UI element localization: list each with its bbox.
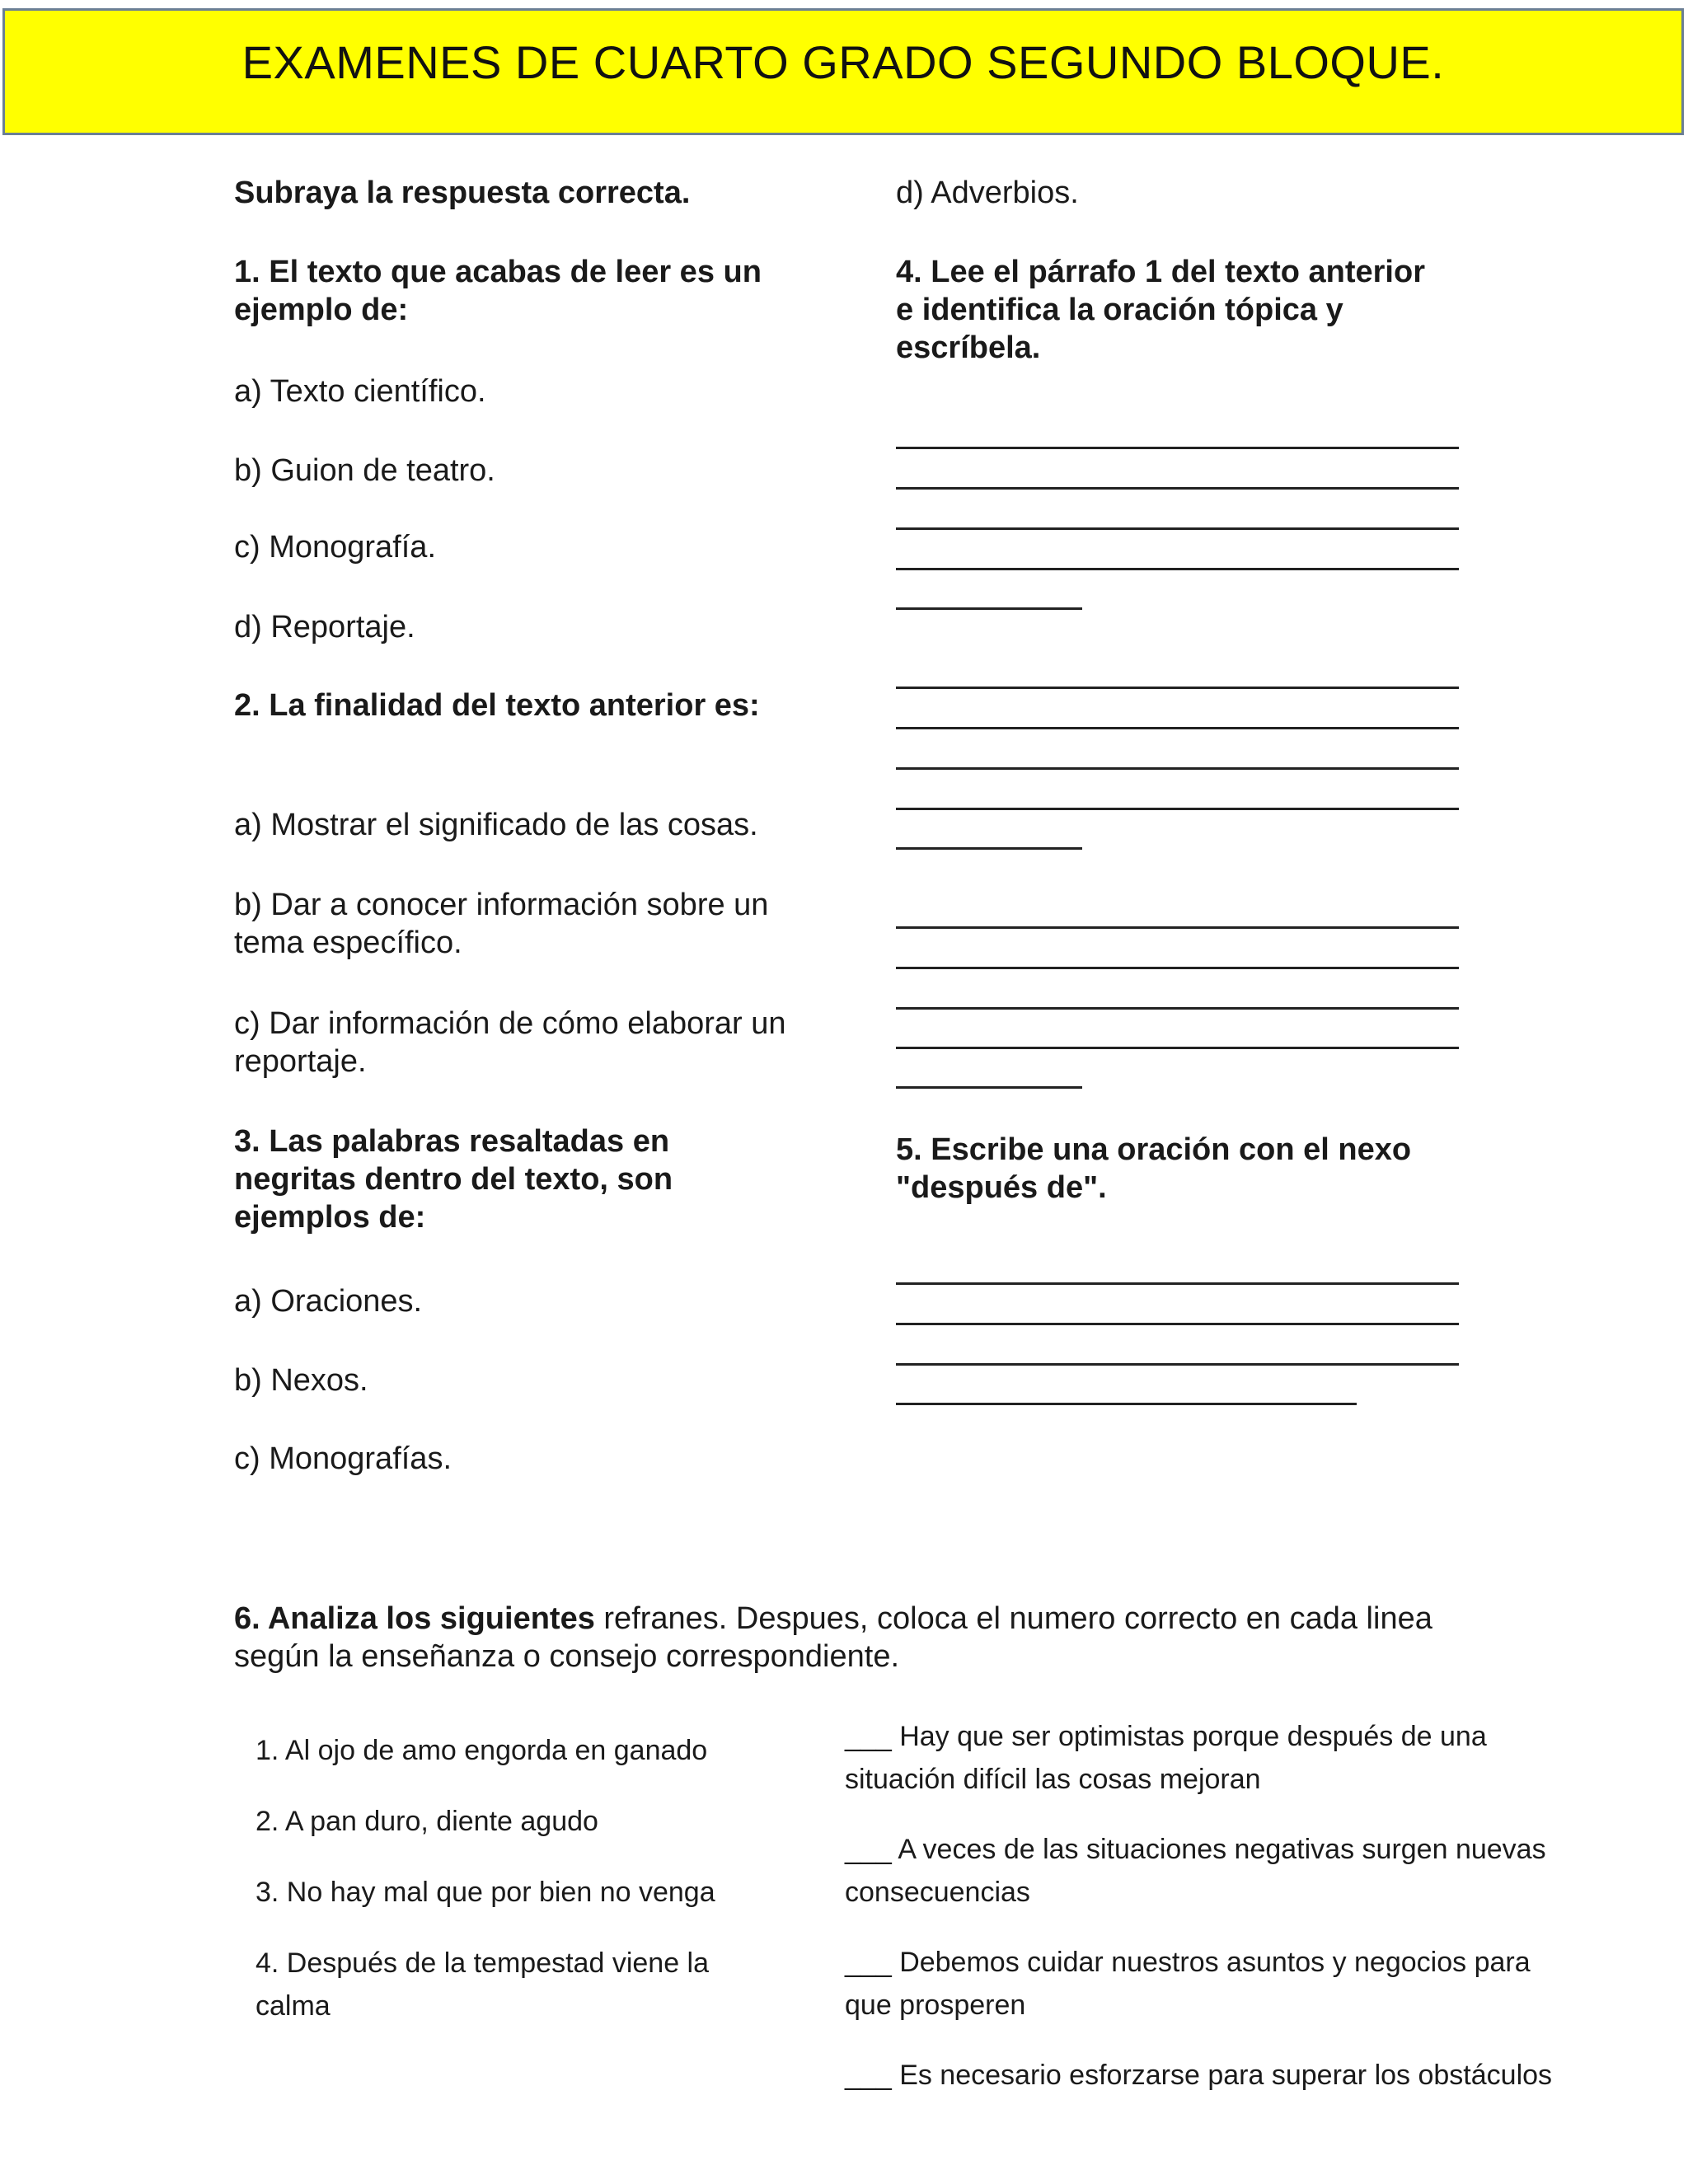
q2-option-b: b) Dar a conocer información sobre un tema específico.	[234, 888, 769, 960]
ensenanza-4	[845, 2054, 1587, 2097]
ensenanza-4-text: Es necesario esforzarse para superar los obstáculos	[899, 2060, 1553, 2091]
blank-line[interactable]: ___	[845, 1947, 892, 1978]
q6-title-bold: 6. Analiza los siguientes	[234, 1601, 595, 1636]
answer-line[interactable]	[896, 447, 1459, 449]
answer-line[interactable]	[896, 847, 1082, 850]
q2-option-a: a) Mostrar el significado de las cosas.	[234, 808, 758, 842]
question-5-title: 5. Escribe una oración con el nexo "después de".	[896, 1132, 1412, 1205]
q1-option-c: c) Monografía.	[234, 530, 436, 565]
question-2-title: 2. La finalidad del texto anterior es:	[234, 688, 760, 723]
answer-line[interactable]	[896, 926, 1459, 929]
question-3-title: 3. Las palabras resaltadas en negritas dentro del texto, son ejemplos de:	[234, 1124, 673, 1235]
answer-line[interactable]	[896, 967, 1459, 969]
answer-line[interactable]	[896, 1007, 1459, 1010]
blank-line[interactable]: ___	[845, 1834, 892, 1865]
q6-title-rest: refranes. Despues, coloca el numero correcto en cada linea según la enseñanza o consejo correspondiente.	[234, 1601, 1432, 1674]
blank-line[interactable]: ___	[845, 2060, 892, 2091]
question-1-title: 1. El texto que acabas de leer es un ejemplo de:	[234, 255, 762, 327]
answer-line[interactable]	[896, 1047, 1459, 1049]
q1-option-d: d) Reportaje.	[234, 610, 415, 644]
q1-option-a: a) Texto científico.	[234, 374, 486, 409]
answer-line[interactable]	[896, 607, 1082, 610]
ensenanza-2-text: A veces de las situaciones negativas surgen nuevas consecuencias	[845, 1834, 1546, 1908]
instruction: Subraya la respuesta correcta.	[234, 176, 691, 210]
answer-line[interactable]	[896, 727, 1459, 729]
answer-line[interactable]	[896, 1323, 1459, 1325]
ensenanza-1	[845, 1715, 1570, 1801]
answer-line[interactable]	[896, 767, 1459, 770]
q3-option-a: a) Oraciones.	[234, 1284, 423, 1319]
ensenanza-3-text: Debemos cuidar nuestros asuntos y negocios para que prosperen	[845, 1947, 1531, 2021]
q3-option-c: c) Monografías.	[234, 1441, 452, 1476]
answer-line[interactable]	[896, 487, 1459, 490]
answer-line[interactable]	[896, 1086, 1082, 1089]
refran-4: 4. Después de la tempestad viene la calma	[256, 1947, 710, 2022]
answer-line[interactable]	[896, 1363, 1459, 1366]
q3-option-d: d) Adverbios.	[896, 176, 1079, 210]
ensenanza-2	[845, 1828, 1570, 1914]
ensenanza-1-text: Hay que ser optimistas porque después de una situación difícil las cosas mejoran	[845, 1721, 1487, 1795]
q2-option-c: c) Dar información de cómo elaborar un reportaje.	[234, 1006, 786, 1079]
answer-line[interactable]	[896, 687, 1459, 689]
q3-option-b: b) Nexos.	[234, 1363, 368, 1398]
question-4-title: 4. Lee el párrafo 1 del texto anterior e identifica la oración tópica y escríbela.	[896, 255, 1425, 365]
title-banner	[2, 8, 1684, 135]
answer-line[interactable]	[896, 808, 1459, 810]
answer-line[interactable]	[896, 1403, 1357, 1405]
q1-option-b: b) Guion de teatro.	[234, 453, 495, 488]
answer-line[interactable]	[896, 568, 1459, 570]
blank-line[interactable]: ___	[845, 1721, 892, 1752]
refran-2: 2. A pan duro, diente agudo	[256, 1806, 598, 1837]
question-6-title	[234, 1600, 1470, 1675]
refran-3: 3. No hay mal que por bien no venga	[256, 1877, 715, 1908]
refran-1: 1. Al ojo de amo engorda en ganado	[256, 1735, 708, 1766]
answer-line[interactable]	[896, 1282, 1459, 1285]
ensenanza-3	[845, 1941, 1570, 2027]
page-title: EXAMENES DE CUARTO GRADO SEGUNDO BLOQUE.	[241, 36, 1445, 88]
answer-line[interactable]	[896, 527, 1459, 530]
